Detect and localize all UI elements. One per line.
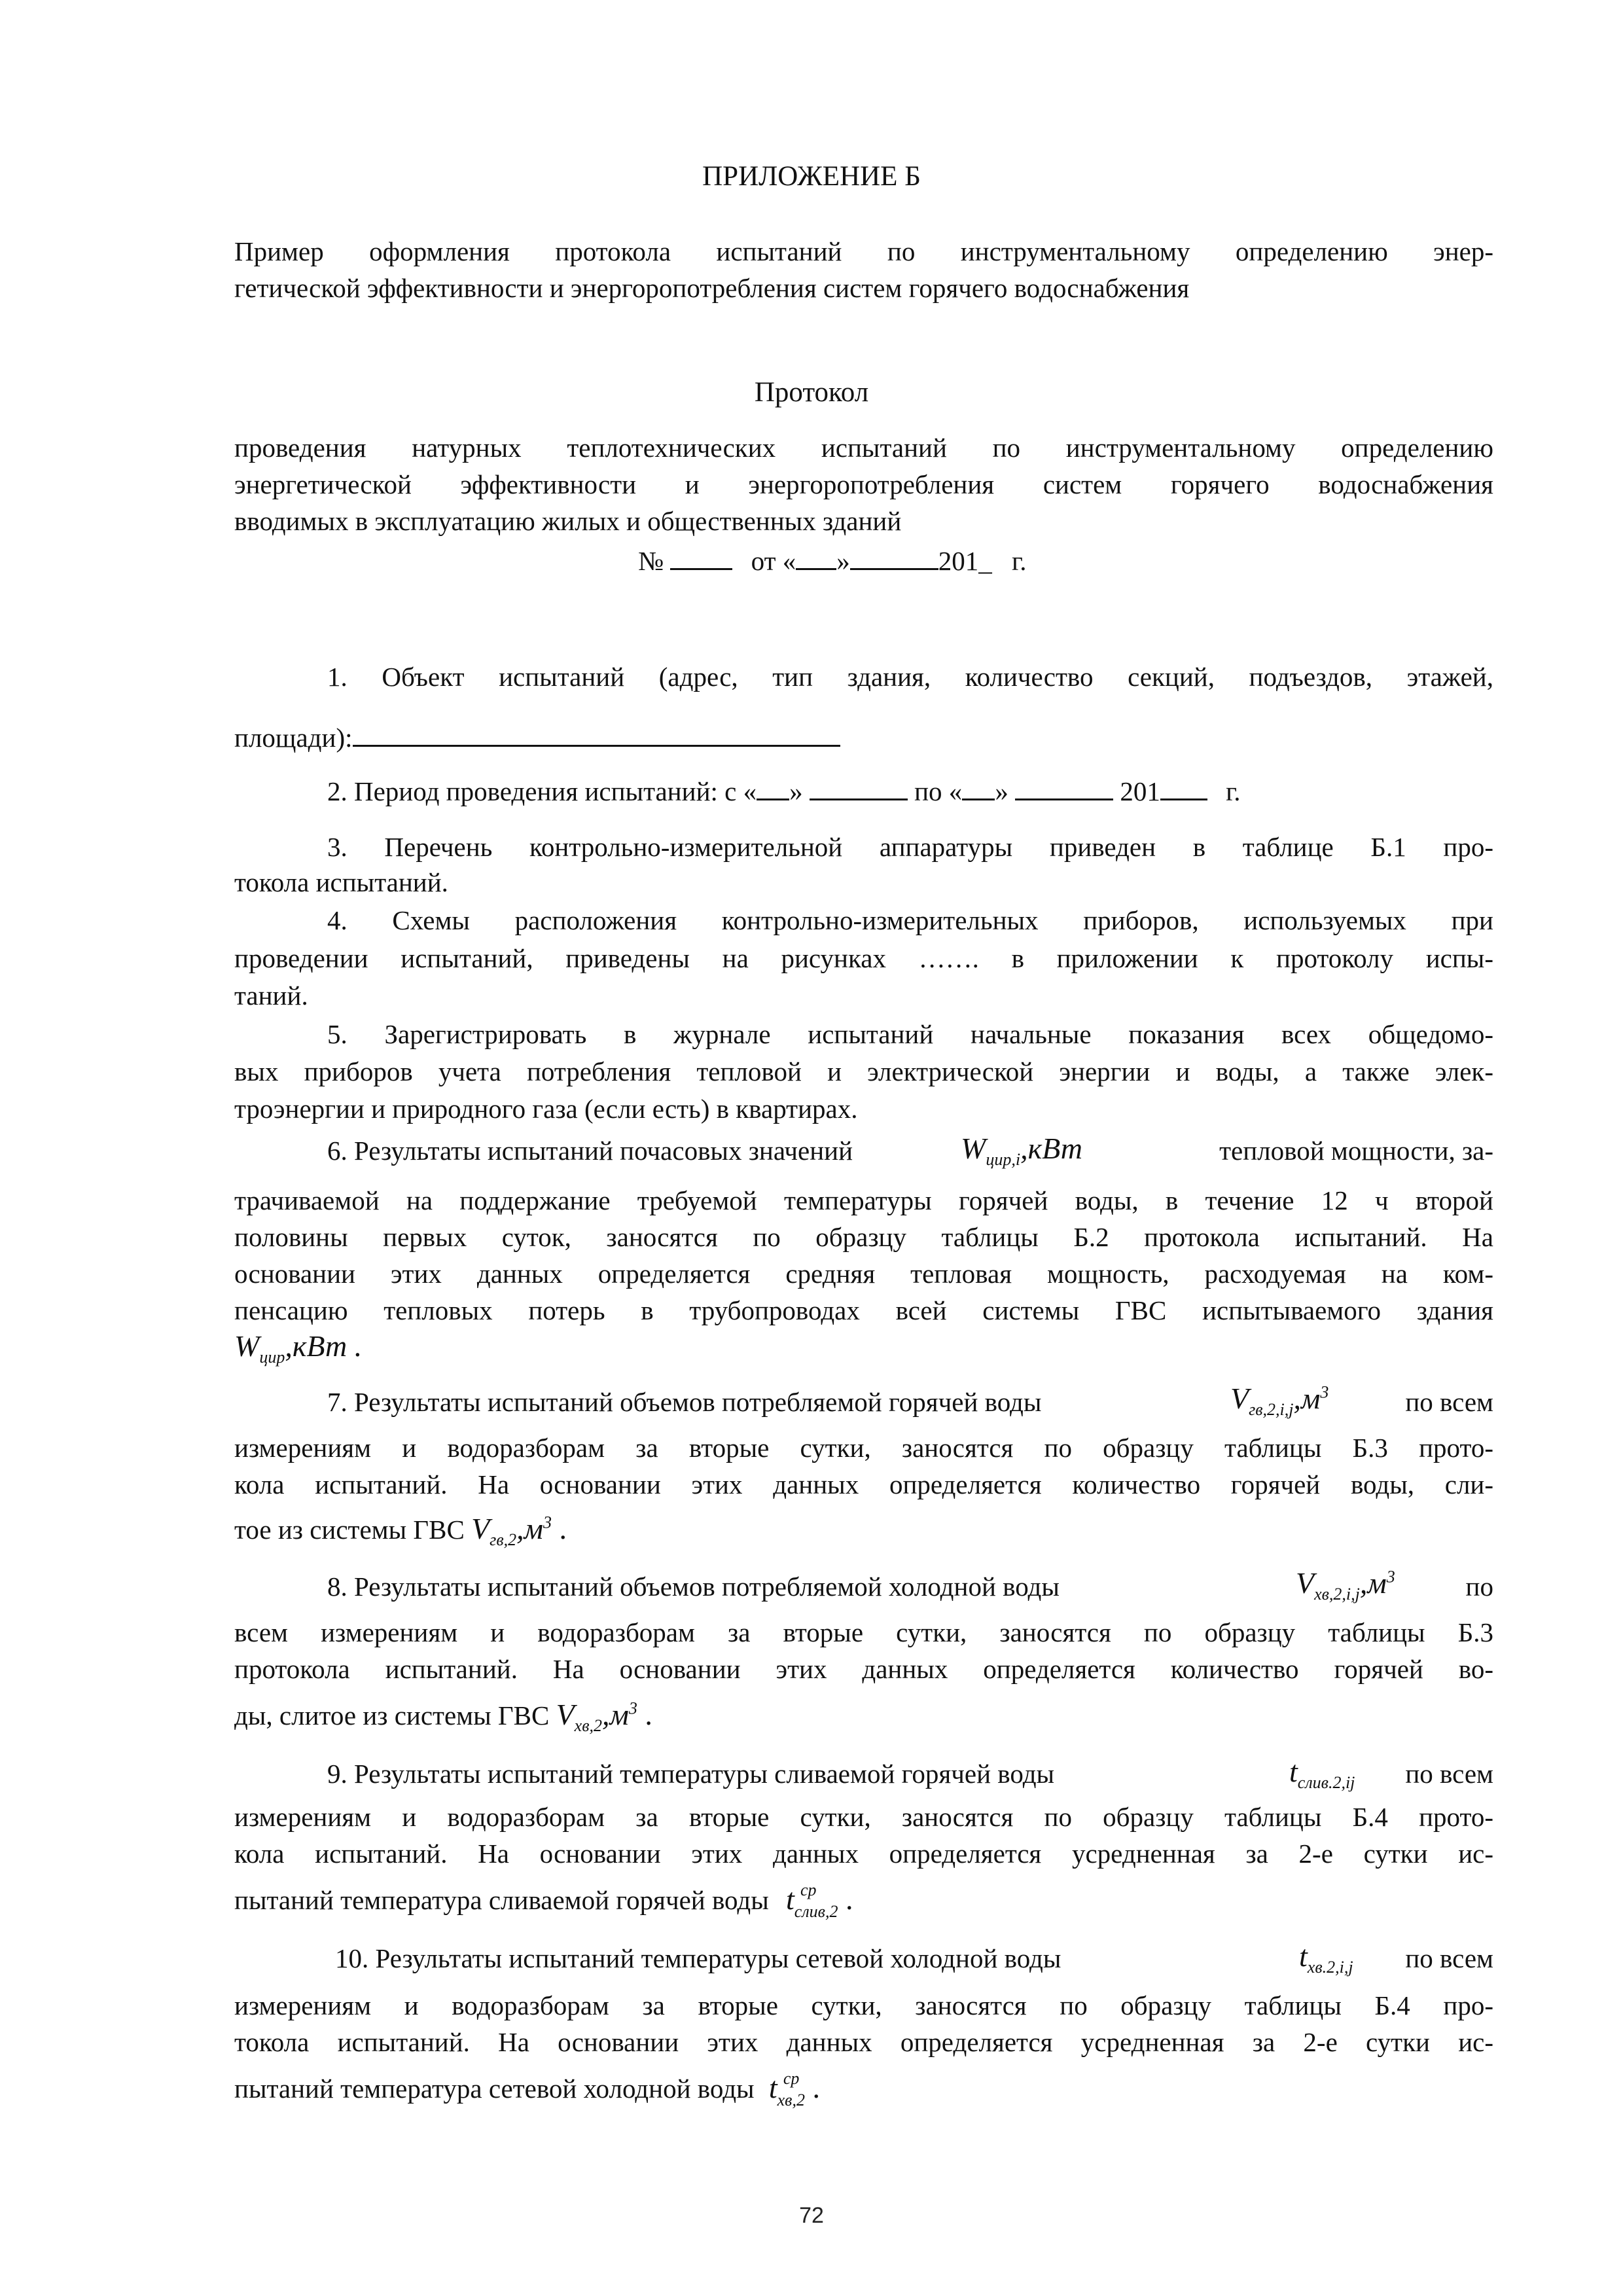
item-2-text-6: г. <box>1219 776 1241 806</box>
item-2-day-blank-1 <box>757 774 789 800</box>
item-1-line-1: 1. Объект испытаний (адрес, тип здания, количество секций, подъездов, этажей, <box>327 662 1493 692</box>
date-day-blank <box>796 543 836 570</box>
date-year-prefix: 201_ <box>938 546 992 576</box>
date-month-blank <box>850 543 938 570</box>
item-1-area-blank <box>353 720 840 747</box>
formula-t-xv-avg-sub: хв,2 <box>777 2090 805 2109</box>
item-7-line-3: кола испытаний. На основании этих данных определяется количество горячей воды, сли- <box>234 1469 1493 1499</box>
formula-v-gv-2ij-base: V <box>1230 1382 1249 1415</box>
item-2-text-2: » <box>789 776 810 806</box>
protocol-line-3: вводимых в эксплуатацию жилых и общественных зданий <box>234 506 902 536</box>
formula-t-sliv-avg <box>786 1880 853 1921</box>
formula-t-xv-2ij <box>1299 1939 1353 1977</box>
item-2-day-blank-2 <box>962 774 995 800</box>
item-4-line-1: 4. Схемы расположения контрольно-измерительных приборов, используемых при <box>327 905 1493 935</box>
item-2-text-4: » <box>995 776 1016 806</box>
item-2-line <box>327 774 1241 807</box>
formula-t-sliv-2ij <box>1289 1754 1355 1793</box>
formula-t-xv-2ij-sub: хв.2,i,j <box>1307 1958 1353 1977</box>
item-10-line-2: измерениям и водоразборам за вторые сутки, заносятся по образцу таблицы Б.4 про- <box>234 1990 1493 2020</box>
date-from-label: от « <box>751 546 796 576</box>
page-number: 72 <box>799 2203 824 2228</box>
item-9-line-2: измерениям и водоразборам за вторые сутки, заносятся по образцу таблицы Б.4 прото- <box>234 1802 1493 1832</box>
formula-v-xv-2ij-sup: 3 <box>1386 1567 1395 1587</box>
item-7-line-2: измерениям и водоразборам за вторые сутки, заносятся по образцу таблицы Б.3 прото- <box>234 1433 1493 1463</box>
formula-v-gv-2-sup: 3 <box>543 1513 552 1532</box>
item-9-line-4 <box>234 1880 853 1921</box>
formula-v-xv-2-base: V <box>556 1698 575 1731</box>
item-8-line-4-text: ды, слитое из системы ГВС <box>234 1700 550 1731</box>
formula-t-sliv-avg-sup: ср <box>800 1880 817 1899</box>
formula-w-cir-base: W <box>234 1329 260 1363</box>
formula-v-xv-2-sub: хв,2 <box>574 1716 602 1736</box>
item-7-line-4-text: тое из системы ГВС <box>234 1515 465 1545</box>
item-2-text-3: по « <box>907 776 963 806</box>
formula-v-gv-2-base: V <box>471 1512 490 1545</box>
item-7-line-1-b: по всем <box>1405 1387 1493 1417</box>
item-2-month-blank-2 <box>1015 774 1113 800</box>
formula-t-xv-avg-sup: ср <box>783 2069 800 2088</box>
item-6-line-4: основании этих данных определяется средняя тепловая мощность, расходуемая на ком- <box>234 1259 1493 1289</box>
formula-w-cir <box>234 1329 363 1367</box>
formula-v-xv-2ij <box>1296 1566 1395 1604</box>
item-6-line-3: половины первых суток, заносятся по образцу таблицы Б.2 протокола испытаний. На <box>234 1222 1493 1252</box>
item-8-line-1-a: 8. Результаты испытаний объемов потребляемой холодной воды <box>327 1571 1060 1602</box>
item-7-line-4 <box>234 1512 567 1550</box>
appendix-title: ПРИЛОЖЕНИЕ Б <box>702 161 921 192</box>
formula-v-xv-2ij-base: V <box>1296 1566 1315 1600</box>
formula-v-gv-2ij <box>1230 1381 1329 1420</box>
item-2-text-5: 201 <box>1113 776 1160 806</box>
formula-w-cir-i-base: W <box>961 1132 986 1165</box>
formula-w-cir-i-sub: цир,i <box>986 1150 1021 1170</box>
formula-v-xv-2-end: . <box>637 1698 652 1731</box>
formula-v-xv-2 <box>556 1698 652 1736</box>
formula-t-xv-2ij-base: t <box>1299 1939 1308 1973</box>
formula-t-sliv-avg-end: . <box>838 1882 853 1916</box>
date-quote-close: » <box>836 546 850 576</box>
formula-v-gv-2ij-sup: 3 <box>1320 1382 1329 1402</box>
formula-v-xv-2-unit: ,м <box>602 1698 629 1731</box>
protocol-number-date <box>638 543 1026 577</box>
protocol-line-2: энергетической эффективности и энергоропотребления систем горячего водоснабжения <box>234 469 1493 499</box>
formula-t-xv-avg-end: . <box>804 2071 820 2104</box>
number-sign: № <box>638 546 664 576</box>
item-1-area-label: площади): <box>234 723 353 753</box>
item-10-line-1-b: по всем <box>1405 1943 1493 1973</box>
item-10-line-4-text: пытаний температура сетевой холодной воды <box>234 2073 755 2104</box>
formula-v-gv-2-end: . <box>551 1512 567 1545</box>
item-9-line-1-b: по всем <box>1405 1759 1493 1789</box>
item-8-line-1-b: по <box>1465 1571 1493 1602</box>
item-10-line-3: токола испытаний. На основании этих данных определяется усредненная за 2-е сутки ис- <box>234 2027 1493 2057</box>
item-4-line-2: проведении испытаний, приведены на рисунках ……. в приложении к протоколу испы- <box>234 943 1493 973</box>
formula-v-gv-2-sub: гв,2 <box>490 1530 517 1550</box>
item-6-line-1-b: тепловой мощности, за- <box>1219 1136 1493 1166</box>
item-6-line-5: пенсацию тепловых потерь в трубопроводах всей системы ГВС испытываемого здания <box>234 1295 1493 1325</box>
intro-line-1: Пример оформления протокола испытаний по инструментальному определению энер- <box>234 236 1493 266</box>
formula-t-xv-avg-base: t <box>768 2071 777 2104</box>
item-9-line-4-text: пытаний температура сливаемой горячей воды <box>234 1885 769 1915</box>
item-2-month-blank-1 <box>810 774 908 800</box>
formula-v-gv-2ij-sub: гв,2,i,j <box>1249 1400 1294 1420</box>
item-8-line-2: всем измерениям и водоразборам за вторые сутки, заносятся по образцу таблицы Б.3 <box>234 1617 1493 1647</box>
item-1-line-2 <box>234 720 840 753</box>
item-7-line-1-a: 7. Результаты испытаний объемов потребляемой горячей воды <box>327 1387 1042 1417</box>
item-2-year-blank <box>1160 774 1207 800</box>
formula-v-xv-2-sup: 3 <box>628 1698 637 1718</box>
item-2-text-1: 2. Период проведения испытаний: с « <box>327 776 757 806</box>
item-8-line-4 <box>234 1698 652 1736</box>
item-10-line-1-a: 10. Результаты испытаний температуры сетевой холодной воды <box>335 1943 1061 1973</box>
formula-t-sliv-avg-base: t <box>786 1882 794 1916</box>
formula-v-xv-2ij-unit: ,м <box>1359 1566 1387 1600</box>
item-3-line-2: токола испытаний. <box>234 867 448 897</box>
formula-t-sliv-2ij-base: t <box>1289 1755 1298 1788</box>
formula-w-cir-i-unit: ,кВт <box>1020 1132 1082 1165</box>
item-3-line-1: 3. Перечень контрольно-измерительной аппаратуры приведен в таблице Б.1 про- <box>327 832 1493 862</box>
protocol-number-blank <box>670 543 732 570</box>
protocol-title: Протокол <box>754 377 869 408</box>
formula-t-xv-avg <box>768 2069 820 2109</box>
formula-v-gv-2ij-unit: ,м <box>1293 1382 1321 1415</box>
formula-w-cir-i <box>961 1131 1082 1170</box>
formula-v-gv-2-unit: ,м <box>516 1512 543 1545</box>
formula-t-sliv-2ij-sub: слив.2,ij <box>1297 1773 1355 1793</box>
formula-v-gv-2 <box>471 1512 567 1550</box>
item-5-line-2: вых приборов учета потребления тепловой и электрической энергии и воды, а также элек- <box>234 1056 1493 1086</box>
formula-v-xv-2ij-sub: хв,2,i,j <box>1314 1585 1360 1604</box>
intro-line-2: гетической эффективности и энергоропотребления систем горячего водоснабжения <box>234 273 1190 303</box>
item-4-line-3: таний. <box>234 980 308 1011</box>
item-5-line-1: 5. Зарегистрировать в журнале испытаний начальные показания всех общедомо- <box>327 1019 1493 1049</box>
formula-t-sliv-avg-sub: слив,2 <box>794 1902 838 1921</box>
item-6-line-1-a: 6. Результаты испытаний почасовых значений <box>327 1136 853 1166</box>
formula-w-cir-unit: ,кВт . <box>285 1329 363 1363</box>
item-9-line-3: кола испытаний. На основании этих данных определяется усредненная за 2-е сутки ис- <box>234 1839 1493 1869</box>
item-5-line-3: троэнергии и природного газа (если есть) в квартирах. <box>234 1094 858 1124</box>
date-year-suffix: г. <box>1012 546 1027 576</box>
protocol-line-1: проведения натурных теплотехнических испытаний по инструментальному определению <box>234 433 1493 463</box>
formula-w-cir-sub: цир <box>259 1348 285 1367</box>
item-6-line-2: трачиваемой на поддержание требуемой температуры горячей воды, в течение 12 ч второй <box>234 1185 1493 1215</box>
item-10-line-4 <box>234 2069 820 2109</box>
item-8-line-3: протокола испытаний. На основании этих данных определяется количество горячей во- <box>234 1654 1493 1684</box>
item-9-line-1-a: 9. Результаты испытаний температуры сливаемой горячей воды <box>327 1759 1055 1789</box>
